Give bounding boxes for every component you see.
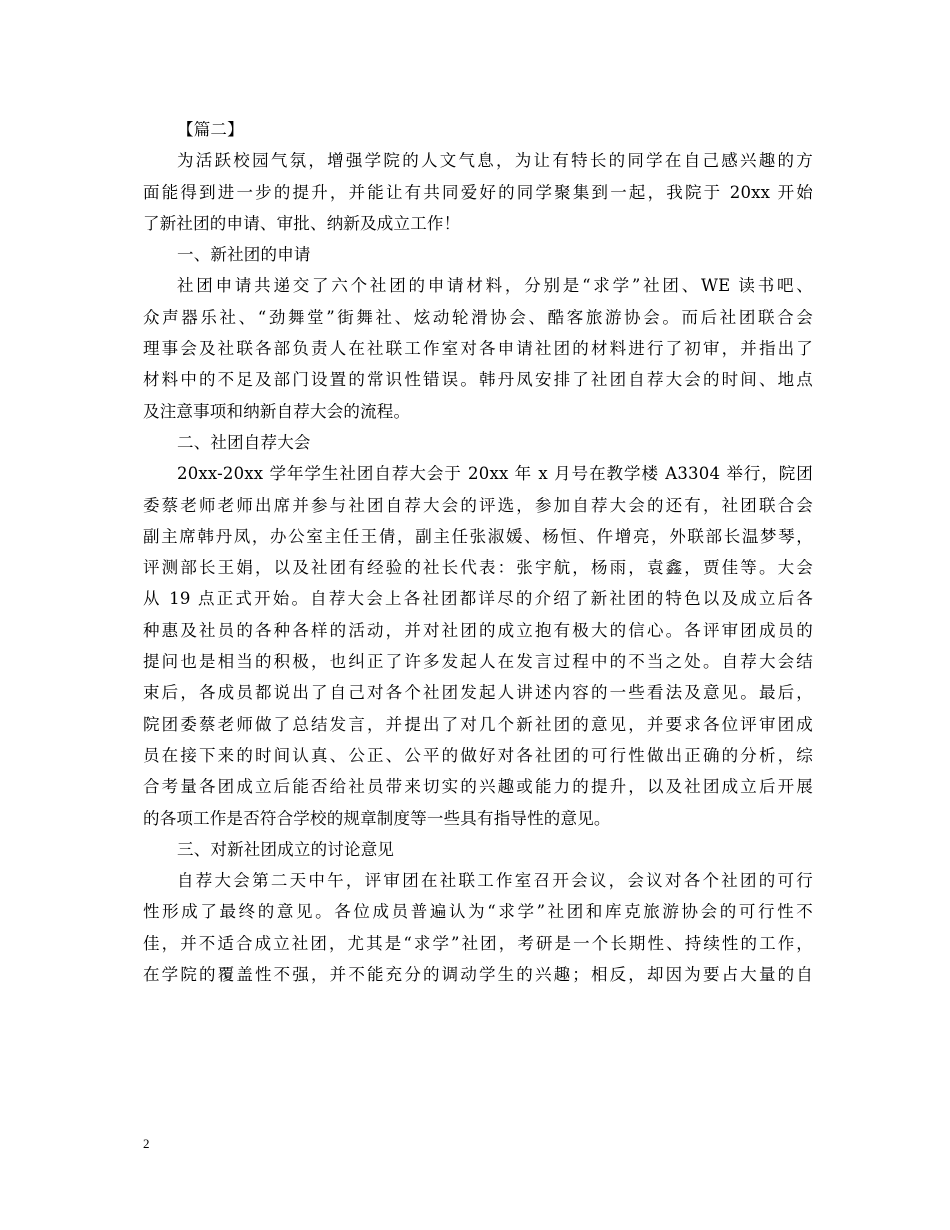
paragraph-line: 评测部长王娟，以及社团有经验的社长代表：张宇航，杨雨，袁鑫，贾佳等。大会 (143, 558, 813, 578)
paragraph-line: 种惠及社员的各种各样的活动，并对社团的成立抱有极大的信心。各评审团成员的 (143, 620, 813, 640)
page-number: 2 (143, 1136, 150, 1151)
paragraph-line: 员在接下来的时间认真、公正、公平的做好对各社团的可行性做出正确的分析，综 (143, 745, 813, 765)
paragraph-line: 院团委蔡老师做了总结发言，并提出了对几个新社团的意见，并要求各位评审团成 (143, 714, 813, 734)
paragraph-line: 委蔡老师老师出席并参与社团自荐大会的评选，参加自荐大会的还有，社团联合会 (143, 495, 813, 515)
document-body (143, 114, 813, 990)
paragraph-line: 提问也是相当的积极，也纠正了许多发起人在发言过程中的不当之处。自荐大会结 (143, 652, 813, 672)
paragraph-line: 20xx-20xx 学年学生社团自荐大会于 20xx 年 x 月号在教学楼 A3304 举行，院团 (177, 464, 813, 484)
paragraph-line: 副主席韩丹凤，办公室主任王倩，副主任张淑媛、杨恒、仵增亮，外联部长温梦琴， (143, 526, 813, 546)
paragraph-line: 社团申请共递交了六个社团的申请材料，分别是“求学”社团、WE 读书吧、 (177, 276, 813, 296)
subsection-heading: 三、对新社团成立的讨论意见 (177, 839, 395, 859)
paragraph-line: 及注意事项和纳新自荐大会的流程。 (143, 401, 411, 421)
paragraph-line: 自荐大会第二天中午，评审团在社联工作室召开会议，会议对各个社团的可行 (177, 871, 813, 891)
paragraph-line: 面能得到进一步的提升，并能让有共同爱好的同学聚集到一起，我院于 20xx 开始 (143, 182, 813, 202)
paragraph-line: 材料中的不足及部门设置的常识性错误。韩丹凤安排了社团自荐大会的时间、地点 (143, 370, 813, 390)
paragraph-line: 理事会及社联各部负责人在社联工作室对各申请社团的材料进行了初审，并指出了 (143, 339, 813, 359)
paragraph-line: 合考量各团成立后能否给社员带来切实的兴趣或能力的提升，以及社团成立后开展 (143, 777, 813, 797)
subsection-heading: 二、社团自荐大会 (177, 432, 311, 452)
section-heading: 【篇二】 (177, 120, 244, 139)
paragraph-line: 佳，并不适合成立社团，尤其是“求学”社团，考研是一个长期性、持续性的工作， (143, 933, 813, 953)
paragraph-line: 为活跃校园气氛，增强学院的人文气息，为让有特长的同学在自己感兴趣的方 (177, 151, 813, 171)
subsection-heading: 一、新社团的申请 (177, 245, 311, 265)
paragraph-line: 在学院的覆盖性不强，并不能充分的调动学生的兴趣；相反，却因为要占大量的自 (143, 965, 813, 985)
paragraph-line: 性形成了最终的意见。各位成员普遍认为“求学”社团和库克旅游协会的可行性不 (143, 902, 813, 922)
paragraph-line: 的各项工作是否符合学校的规章制度等一些具有指导性的意见。 (143, 808, 611, 828)
paragraph-line: 从 19 点正式开始。自荐大会上各社团都详尽的介绍了新社团的特色以及成立后各 (143, 589, 813, 609)
paragraph-line: 束后，各成员都说出了自己对各个社团发起人讲述内容的一些看法及意见。最后， (143, 683, 813, 703)
paragraph-line: 众声器乐社、“劲舞堂”街舞社、炫动轮滑协会、酷客旅游协会。而后社团联合会 (143, 307, 813, 327)
paragraph-line: 了新社团的申请、审批、纳新及成立工作！ (143, 213, 461, 233)
